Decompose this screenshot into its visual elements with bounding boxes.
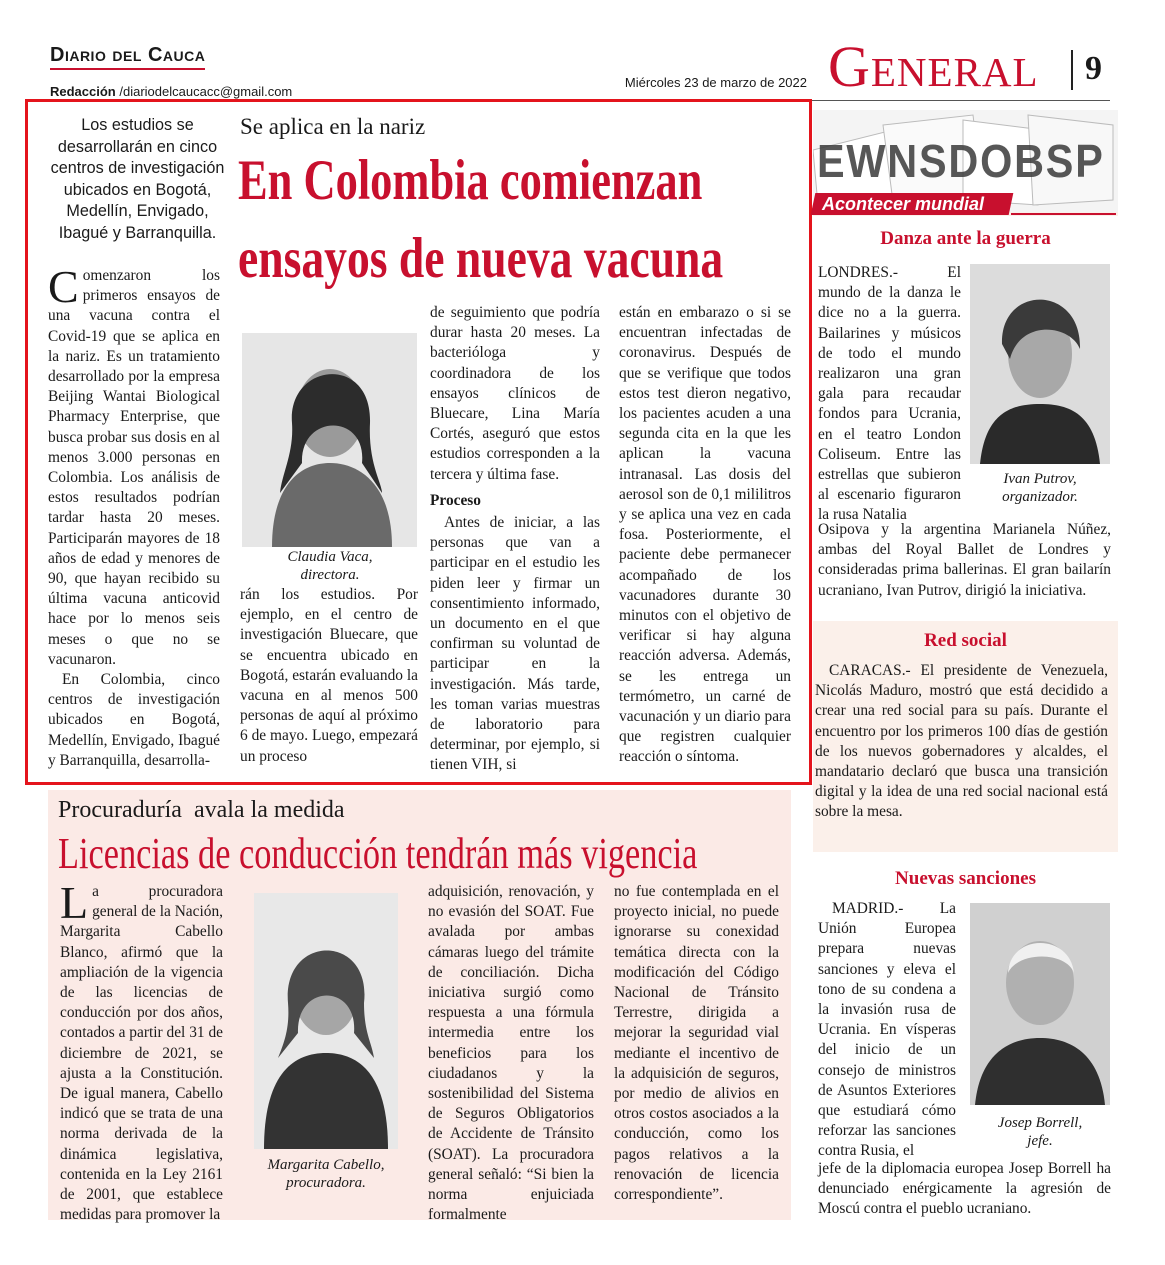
main-column-1 bbox=[48, 261, 220, 771]
second-col1-p1: a procuradora general de la Nación, Margarita Cabello Blanco, afirmó que la ampliación de la vigencia de las licencias de conducción por dos años, contados a partir del 31 de diciembre de 2021, se ajusta a la Constitución. De igual manera, Cabello indicó que se trata de una norma derivada de la dinámica legislativa, contenida en la Ley 2161 de 2001, que establece medidas para promover la bbox=[60, 883, 223, 1224]
story1-title: Danza ante la guerra bbox=[880, 228, 1051, 249]
story1-text-bottom bbox=[818, 520, 1111, 601]
story1-text-top bbox=[818, 263, 961, 526]
main-column-2 bbox=[240, 585, 418, 767]
caption-name: Josep Borrell, bbox=[997, 1115, 1083, 1131]
story3-text-bottom bbox=[818, 1159, 1111, 1220]
margarita-cabello-caption bbox=[240, 1156, 412, 1192]
portrait-silhouette-icon bbox=[970, 903, 1110, 1105]
main-col3-p2: Antes de iniciar, a las personas que van a participar en el estudio les piden leer y firmar un consentimiento informado, un documento en el que confirman su voluntad de participar en la investigación. Más tarde, les toman varias muestras de laboratorio para determinar, por ejemplo, si tienen VIH, si bbox=[430, 514, 600, 774]
story1-p2: Osipova y la argentina Marianela Núñez, ambas del Royal Ballet de Londres y consideradas prima ballerinas. El gran bailarín ucraniano, Ivan Putrov, dirigió la iniciativa. bbox=[818, 521, 1111, 599]
second-column-4 bbox=[614, 882, 779, 1205]
josep-borrell-caption bbox=[966, 1114, 1114, 1150]
second-column-3 bbox=[428, 882, 594, 1225]
main-headline-line2: ensayos de nueva vacuna bbox=[238, 227, 724, 290]
second-column-1 bbox=[60, 877, 223, 1225]
margarita-cabello-photo bbox=[254, 893, 398, 1149]
issue-date: Miércoles 23 de marzo de 2022 bbox=[624, 75, 807, 90]
main-dropcap: C bbox=[48, 261, 79, 312]
second-dropcap: L bbox=[60, 877, 89, 928]
acontecer-banner-label: Acontecer mundial bbox=[822, 194, 985, 214]
story2-title: Red social bbox=[924, 630, 1007, 651]
second-headline: Licencias de conducción tendrán más vigencia bbox=[58, 829, 698, 878]
main-col1-p1: omenzaron los primeros ensayos de una vacuna contra el Covid-19 que se aplica en la nariz. Es un tratamiento desarrollado por la empresa Beijing Wantai Biological Pharmacy Enterprise, que busca probar sus dosis en al menos 3.000 personas en Colombia. Los análisis de estos resultados podrían tardar hasta 20 meses. Participarán mayores de 18 años de edad y menores de 90, que hayan recibido su última vacuna anticovid hace por lo menos seis meses o que no se vacunaron. bbox=[48, 267, 220, 668]
claudia-vaca-caption bbox=[240, 548, 420, 584]
main-kicker: Se aplica en la nariz bbox=[240, 114, 426, 139]
main-col4-p1: están en embarazo o si se encuentran infectadas de coronavirus. Después de que se verifique que todos estos test dieron negativo, los pacientes acuden a una segunda cita en la que les aplican la vacuna intranasal. Las dosis del aerosol son de 0,1 mililitros y se aplica una vez en cada fosa. Posteriormente, el paciente debe permanecer acompañado de los vacunadores durante 30 minutos con el objetivo de verificar si hay alguna reacción adversa. Además, se les entrega un termómetro, un carné de vacunación y un diario para que registren cualquier reacción o síntoma. bbox=[619, 304, 791, 766]
main-col1-p2: En Colombia, cinco centros de investigación ubicados en Bogotá, Medellín, Envigado, Ibagué y Barranquilla, desarrolla- bbox=[48, 671, 220, 769]
main-subhead-proceso: Proceso bbox=[430, 491, 481, 509]
second-col4-p1: no fue contemplada en el proyecto inicial, no puede ignorarse su conexidad temática directa con la modificación del Código Nacional de Tránsito Terrestre, dirigida a mejorar la seguridad vial mediante el incentivo de la adquisición de seguros, por medio de alivios en otros costos asociados a la conducción, como los pagos relativos a la renovación de licencia correspondiente”. bbox=[614, 883, 779, 1204]
paper-name: Diario del Cauca bbox=[50, 44, 205, 70]
section-divider bbox=[1071, 50, 1073, 90]
story2-text bbox=[815, 661, 1108, 823]
redaccion-email: /diariodelcaucacc@gmail.com bbox=[119, 84, 293, 99]
caption-name: Ivan Putrov, bbox=[1003, 471, 1077, 487]
story2-p1: CARACAS.- El presidente de Venezuela, Nicolás Maduro, mostró que está decidido a crear una red social para su país. Durante el encuentro por los primeros 100 días de gestión de los nuevos gobernadores y alcaldes, el mandatario declaró que busca una transición digital y la idea de una red social nacional está sobre la mesa. bbox=[815, 662, 1108, 821]
ivan-putrov-photo bbox=[970, 264, 1110, 464]
story1-p1: LONDRES.- El mundo de la danza le dice no a la guerra. Bailarines y músicos de todo el mundo realizaron una gran gala para recaudar fondos para Ucrania, en el teatro London Coliseum. Entre las estrellas que subieron al escenario figuraron la rusa Natalia bbox=[818, 264, 961, 524]
caption-role: directora. bbox=[300, 567, 360, 583]
main-column-3 bbox=[430, 303, 600, 776]
story3-title: Nuevas sanciones bbox=[895, 868, 1036, 889]
banner-letters: EWNSDOBSP bbox=[817, 135, 1105, 187]
caption-name: Claudia Vaca, bbox=[287, 549, 373, 565]
second-kicker: Procuraduría avala la medida bbox=[58, 797, 345, 823]
ivan-putrov-caption bbox=[966, 470, 1114, 506]
caption-role: jefe. bbox=[1027, 1133, 1053, 1149]
portrait-silhouette-icon bbox=[254, 893, 398, 1149]
claudia-vaca-photo bbox=[242, 333, 417, 547]
main-col2-p1: rán los estudios. Por ejemplo, en el centro de investigación Bluecare, que se encuentra ubicado en Bogotá, estarán evaluando la vacuna en al menos 500 personas de aquí al próximo 6 de mayo. Luego, empezará un proceso bbox=[240, 586, 418, 765]
second-col3-p1: adquisición, renovación, y no evasión del SOAT. Fue avalada por ambas cámaras luego del trámite de conciliación. Dicha iniciativa surgió como respuesta a una fórmula intermedia entre los beneficios para los ciudadanos y la sostenibilidad del Sistema de Seguros Obligatorios de Accidente de Tránsito (SOAT). La procuradora general señaló: “Si bien la norma enjuiciada formalmente bbox=[428, 883, 594, 1224]
main-col3-p1: de seguimiento que podría durar hasta 20 meses. La bacterióloga y coordinadora de los ensayos clínicos de Bluecare, Lina María Cortés, aseguró que estos estudios corresponden a la tercera y última fase. bbox=[430, 304, 600, 483]
redaccion-label: Redacción bbox=[50, 84, 116, 99]
caption-name: Margarita Cabello, bbox=[267, 1157, 385, 1173]
redaccion-line bbox=[50, 84, 292, 99]
story3-p1: MADRID.- La Unión Europea prepara nuevas sanciones y eleva el tono de su condena a la invasión rusa de Ucrania. En vísperas del inicio de un consejo de ministros de Asuntos Exteriores que estudiará cómo reforzar las sanciones contra Rusia, el bbox=[818, 900, 956, 1160]
banner-rule bbox=[1011, 213, 1116, 215]
story3-p2: jefe de la diplomacia europea Josep Borrell ha denunciado enérgicamente la agresión de Moscú contra el pueblo ucraniano. bbox=[818, 1160, 1111, 1218]
josep-borrell-photo bbox=[970, 903, 1110, 1105]
main-column-4 bbox=[619, 303, 791, 768]
section-title: General bbox=[828, 34, 1039, 99]
story3-text-top bbox=[818, 899, 956, 1162]
caption-role: organizador. bbox=[1002, 489, 1078, 505]
sidebar-quote: Los estudios se desarrollarán en cinco centros de investigación ubicados en Bogotá, Medellín, Envigado, Ibagué y Barranquilla. bbox=[50, 116, 225, 242]
caption-role: procuradora. bbox=[286, 1175, 366, 1191]
portrait-silhouette-icon bbox=[242, 333, 417, 547]
portrait-silhouette-icon bbox=[970, 264, 1110, 464]
main-headline-line1: En Colombia comienzan bbox=[238, 149, 703, 212]
page-number: 9 bbox=[1085, 50, 1102, 87]
